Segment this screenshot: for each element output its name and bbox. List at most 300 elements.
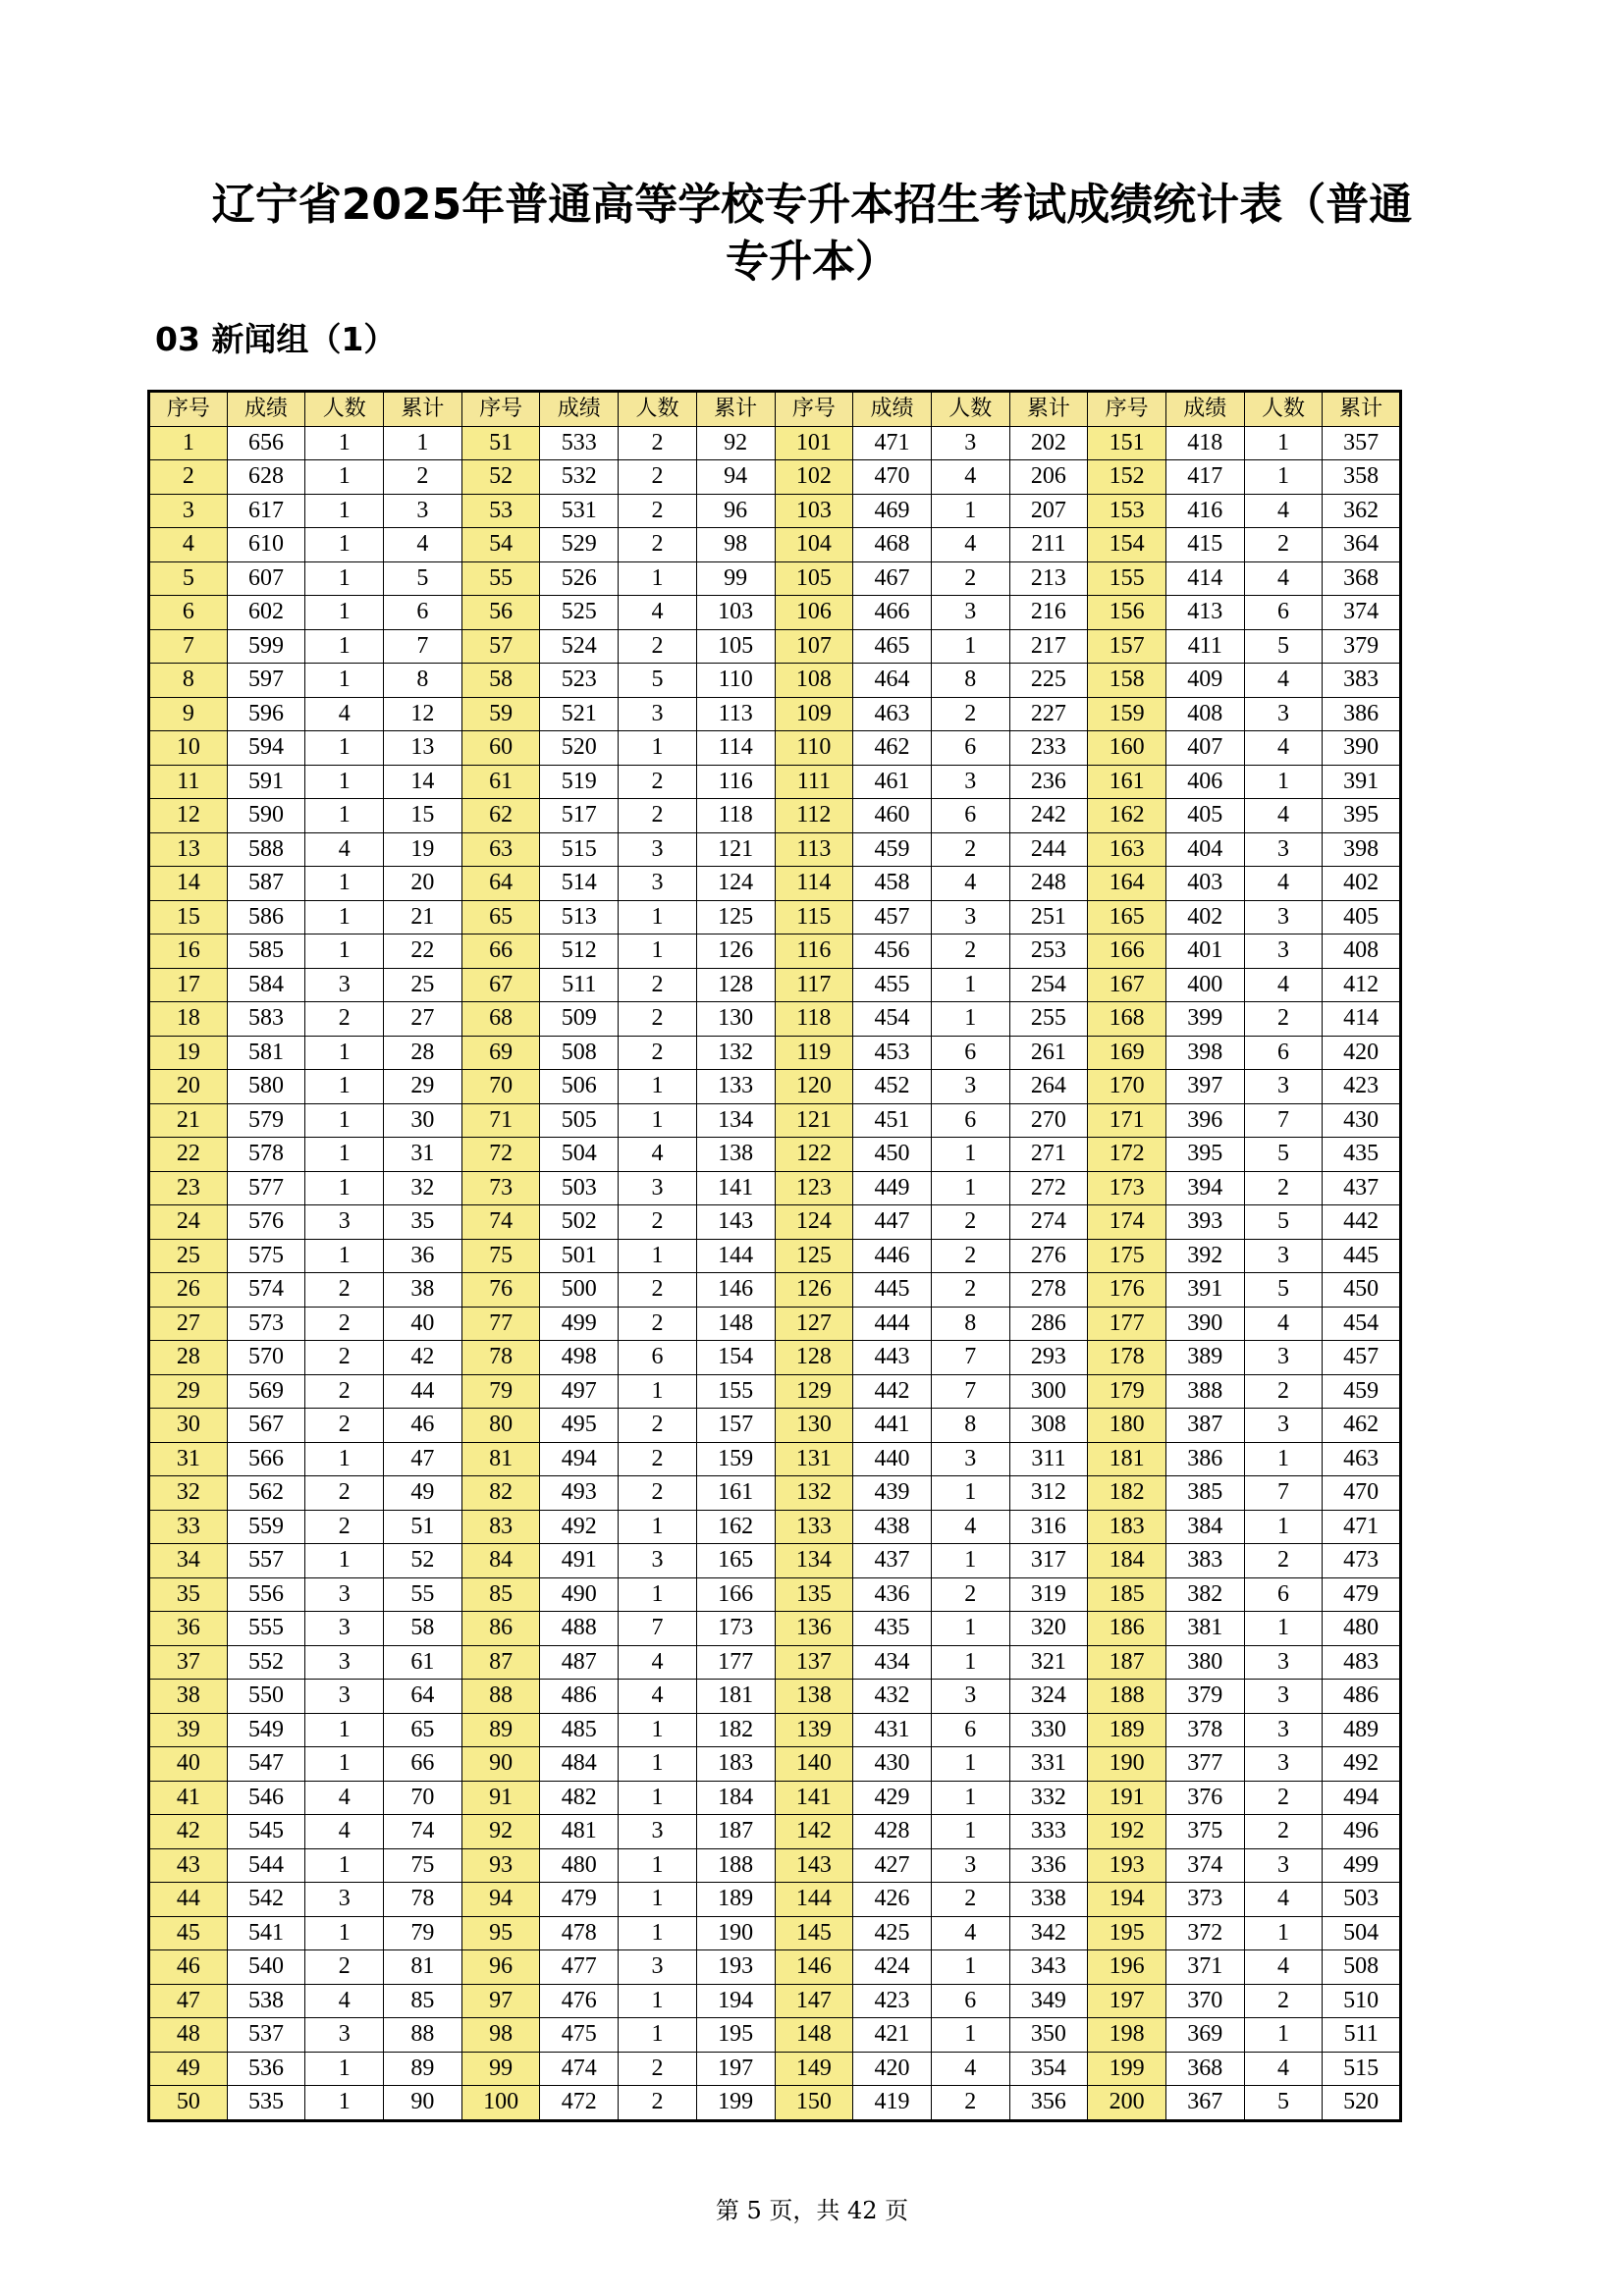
seq-cell: 118 — [775, 1002, 853, 1037]
score-cell: 384 — [1165, 1510, 1244, 1544]
seq-cell: 163 — [1088, 832, 1166, 867]
count-cell: 2 — [619, 799, 697, 833]
count-cell: 7 — [931, 1341, 1009, 1375]
seq-cell: 74 — [461, 1205, 540, 1240]
score-cell: 436 — [853, 1577, 932, 1612]
score-cell: 417 — [1165, 460, 1244, 495]
score-cell: 520 — [540, 731, 619, 766]
table-row — [149, 1103, 1401, 1138]
count-cell: 3 — [931, 1680, 1009, 1714]
count-cell: 3 — [305, 1680, 384, 1714]
count-cell: 1 — [305, 1138, 384, 1172]
cumulative-cell: 463 — [1323, 1442, 1401, 1476]
count-cell: 1 — [619, 1916, 697, 1950]
count-cell: 1 — [1244, 765, 1323, 799]
cumulative-cell: 187 — [696, 1815, 775, 1849]
score-cell: 432 — [853, 1680, 932, 1714]
score-cell: 453 — [853, 1036, 932, 1070]
count-cell: 2 — [305, 1307, 384, 1341]
count-cell: 6 — [931, 1103, 1009, 1138]
count-cell: 1 — [1244, 1916, 1323, 1950]
count-cell: 2 — [619, 426, 697, 460]
seq-cell: 89 — [461, 1713, 540, 1747]
cumulative-cell: 27 — [384, 1002, 462, 1037]
table-row — [149, 1950, 1401, 1985]
seq-cell: 152 — [1088, 460, 1166, 495]
cumulative-cell: 483 — [1323, 1645, 1401, 1680]
count-cell: 1 — [305, 1171, 384, 1205]
score-cell: 434 — [853, 1645, 932, 1680]
score-cell: 381 — [1165, 1612, 1244, 1646]
seq-cell: 112 — [775, 799, 853, 833]
score-cell: 515 — [540, 832, 619, 867]
count-cell: 1 — [931, 1950, 1009, 1985]
seq-cell: 73 — [461, 1171, 540, 1205]
score-cell: 656 — [227, 426, 305, 460]
count-cell: 1 — [619, 1510, 697, 1544]
cumulative-cell: 161 — [696, 1476, 775, 1511]
seq-cell: 56 — [461, 596, 540, 630]
score-cell: 506 — [540, 1070, 619, 1104]
seq-cell: 197 — [1088, 1984, 1166, 2018]
score-cell: 490 — [540, 1577, 619, 1612]
score-cell: 541 — [227, 1916, 305, 1950]
count-cell: 2 — [619, 494, 697, 528]
seq-cell: 31 — [149, 1442, 228, 1476]
score-cell: 426 — [853, 1883, 932, 1917]
cumulative-cell: 271 — [1009, 1138, 1088, 1172]
score-cell: 599 — [227, 629, 305, 664]
seq-cell: 153 — [1088, 494, 1166, 528]
seq-cell: 104 — [775, 528, 853, 562]
count-cell: 1 — [305, 494, 384, 528]
count-cell: 1 — [1244, 460, 1323, 495]
count-cell: 2 — [619, 765, 697, 799]
cumulative-cell: 442 — [1323, 1205, 1401, 1240]
table-row — [149, 1442, 1401, 1476]
cumulative-cell: 29 — [384, 1070, 462, 1104]
seq-cell: 47 — [149, 1984, 228, 2018]
seq-cell: 69 — [461, 1036, 540, 1070]
cumulative-cell: 480 — [1323, 1612, 1401, 1646]
count-cell: 2 — [1244, 1374, 1323, 1409]
score-cell: 596 — [227, 697, 305, 731]
count-cell: 1 — [619, 1984, 697, 2018]
score-cell: 505 — [540, 1103, 619, 1138]
seq-cell: 50 — [149, 2086, 228, 2121]
cumulative-cell: 184 — [696, 1781, 775, 1815]
count-cell: 5 — [1244, 1138, 1323, 1172]
score-cell: 405 — [1165, 799, 1244, 833]
count-cell: 4 — [1244, 968, 1323, 1002]
seq-cell: 110 — [775, 731, 853, 766]
cumulative-cell: 336 — [1009, 1848, 1088, 1883]
seq-cell: 194 — [1088, 1883, 1166, 1917]
count-cell: 1 — [619, 1747, 697, 1782]
score-cell: 511 — [540, 968, 619, 1002]
score-cell: 387 — [1165, 1409, 1244, 1443]
seq-cell: 199 — [1088, 2052, 1166, 2086]
score-cell: 521 — [540, 697, 619, 731]
cumulative-cell: 248 — [1009, 867, 1088, 901]
count-cell: 3 — [619, 1815, 697, 1849]
table-body — [149, 426, 1401, 2120]
cumulative-cell: 66 — [384, 1747, 462, 1782]
count-cell: 1 — [305, 1442, 384, 1476]
score-cell: 462 — [853, 731, 932, 766]
score-cell: 544 — [227, 1848, 305, 1883]
seq-cell: 63 — [461, 832, 540, 867]
title-line-2: 专升本） — [726, 237, 898, 287]
cumulative-cell: 13 — [384, 731, 462, 766]
count-cell: 4 — [931, 460, 1009, 495]
count-cell: 2 — [619, 528, 697, 562]
score-cell: 390 — [1165, 1307, 1244, 1341]
page-footer: 第 5 页，共 42 页 — [715, 2197, 909, 2224]
score-cell: 372 — [1165, 1916, 1244, 1950]
count-cell: 4 — [931, 2052, 1009, 2086]
score-cell: 545 — [227, 1815, 305, 1849]
cumulative-cell: 391 — [1323, 765, 1401, 799]
count-cell: 1 — [1244, 1510, 1323, 1544]
cumulative-cell: 350 — [1009, 2018, 1088, 2053]
table-row — [149, 561, 1401, 596]
cumulative-cell: 8 — [384, 664, 462, 698]
cumulative-cell: 7 — [384, 629, 462, 664]
seq-cell: 186 — [1088, 1612, 1166, 1646]
seq-cell: 91 — [461, 1781, 540, 1815]
score-cell: 442 — [853, 1374, 932, 1409]
score-cell: 588 — [227, 832, 305, 867]
score-cell: 526 — [540, 561, 619, 596]
cumulative-cell: 25 — [384, 968, 462, 1002]
cumulative-cell: 324 — [1009, 1680, 1088, 1714]
seq-cell: 22 — [149, 1138, 228, 1172]
score-cell: 585 — [227, 934, 305, 969]
table-row — [149, 832, 1401, 867]
cumulative-cell: 471 — [1323, 1510, 1401, 1544]
score-cell: 469 — [853, 494, 932, 528]
score-cell: 513 — [540, 900, 619, 934]
seq-cell: 134 — [775, 1544, 853, 1578]
score-cell: 425 — [853, 1916, 932, 1950]
count-cell: 5 — [1244, 629, 1323, 664]
score-cell: 607 — [227, 561, 305, 596]
cumulative-cell: 144 — [696, 1239, 775, 1273]
cumulative-cell: 74 — [384, 1815, 462, 1849]
seq-cell: 187 — [1088, 1645, 1166, 1680]
score-cell: 421 — [853, 2018, 932, 2053]
count-cell: 1 — [619, 1070, 697, 1104]
seq-cell: 124 — [775, 1205, 853, 1240]
seq-cell: 117 — [775, 968, 853, 1002]
score-cell: 430 — [853, 1747, 932, 1782]
table-row — [149, 1307, 1401, 1341]
seq-cell: 79 — [461, 1374, 540, 1409]
score-cell: 441 — [853, 1409, 932, 1443]
count-cell: 1 — [619, 1577, 697, 1612]
count-cell: 8 — [931, 664, 1009, 698]
seq-cell: 6 — [149, 596, 228, 630]
score-cell: 482 — [540, 1781, 619, 1815]
cumulative-cell: 173 — [696, 1612, 775, 1646]
seq-cell: 121 — [775, 1103, 853, 1138]
score-cell: 540 — [227, 1950, 305, 1985]
score-cell: 583 — [227, 1002, 305, 1037]
seq-cell: 109 — [775, 697, 853, 731]
table-row — [149, 1510, 1401, 1544]
seq-cell: 21 — [149, 1103, 228, 1138]
score-cell: 581 — [227, 1036, 305, 1070]
count-cell: 4 — [1244, 1950, 1323, 1985]
score-cell: 500 — [540, 1273, 619, 1308]
cumulative-cell: 183 — [696, 1747, 775, 1782]
cumulative-cell: 44 — [384, 1374, 462, 1409]
count-cell: 1 — [931, 494, 1009, 528]
seq-cell: 23 — [149, 1171, 228, 1205]
seq-cell: 191 — [1088, 1781, 1166, 1815]
score-cell: 382 — [1165, 1577, 1244, 1612]
count-cell: 3 — [305, 1577, 384, 1612]
seq-cell: 33 — [149, 1510, 228, 1544]
column-header: 累计 — [1323, 392, 1401, 427]
count-cell: 1 — [305, 664, 384, 698]
count-cell: 3 — [619, 832, 697, 867]
score-cell: 424 — [853, 1950, 932, 1985]
cumulative-cell: 437 — [1323, 1171, 1401, 1205]
cumulative-cell: 182 — [696, 1713, 775, 1747]
cumulative-cell: 133 — [696, 1070, 775, 1104]
cumulative-cell: 85 — [384, 1984, 462, 2018]
seq-cell: 25 — [149, 1239, 228, 1273]
count-cell: 6 — [1244, 596, 1323, 630]
count-cell: 2 — [619, 629, 697, 664]
score-cell: 375 — [1165, 1815, 1244, 1849]
count-cell: 6 — [931, 799, 1009, 833]
seq-cell: 106 — [775, 596, 853, 630]
cumulative-cell: 510 — [1323, 1984, 1401, 2018]
table-row — [149, 1747, 1401, 1782]
cumulative-cell: 253 — [1009, 934, 1088, 969]
cumulative-cell: 206 — [1009, 460, 1088, 495]
score-cell: 458 — [853, 867, 932, 901]
count-cell: 1 — [931, 1544, 1009, 1578]
seq-cell: 78 — [461, 1341, 540, 1375]
column-header: 序号 — [1088, 392, 1166, 427]
cumulative-cell: 199 — [696, 2086, 775, 2121]
seq-cell: 84 — [461, 1544, 540, 1578]
cumulative-cell: 356 — [1009, 2086, 1088, 2121]
score-cell: 427 — [853, 1848, 932, 1883]
count-cell: 3 — [1244, 1713, 1323, 1747]
table-row — [149, 731, 1401, 766]
count-cell: 3 — [619, 1171, 697, 1205]
score-cell: 414 — [1165, 561, 1244, 596]
score-cell: 457 — [853, 900, 932, 934]
count-cell: 3 — [1244, 1239, 1323, 1273]
count-cell: 2 — [619, 1273, 697, 1308]
cumulative-cell: 195 — [696, 2018, 775, 2053]
cumulative-cell: 88 — [384, 2018, 462, 2053]
seq-cell: 82 — [461, 1476, 540, 1511]
cumulative-cell: 190 — [696, 1916, 775, 1950]
cumulative-cell: 459 — [1323, 1374, 1401, 1409]
score-cell: 517 — [540, 799, 619, 833]
cumulative-cell: 395 — [1323, 799, 1401, 833]
score-cell: 532 — [540, 460, 619, 495]
count-cell: 2 — [1244, 1984, 1323, 2018]
score-cell: 580 — [227, 1070, 305, 1104]
count-cell: 4 — [1244, 561, 1323, 596]
count-cell: 2 — [619, 1409, 697, 1443]
score-cell: 493 — [540, 1476, 619, 1511]
score-cell: 508 — [540, 1036, 619, 1070]
seq-cell: 9 — [149, 697, 228, 731]
cumulative-cell: 132 — [696, 1036, 775, 1070]
cumulative-cell: 511 — [1323, 2018, 1401, 2053]
score-cell: 415 — [1165, 528, 1244, 562]
count-cell: 4 — [305, 1815, 384, 1849]
table-row — [149, 596, 1401, 630]
count-cell: 1 — [305, 1103, 384, 1138]
table-row — [149, 1171, 1401, 1205]
score-cell: 499 — [540, 1307, 619, 1341]
seq-cell: 87 — [461, 1645, 540, 1680]
count-cell: 3 — [1244, 1409, 1323, 1443]
score-cell: 556 — [227, 1577, 305, 1612]
cumulative-cell: 177 — [696, 1645, 775, 1680]
seq-cell: 7 — [149, 629, 228, 664]
cumulative-cell: 121 — [696, 832, 775, 867]
score-cell: 502 — [540, 1205, 619, 1240]
cumulative-cell: 278 — [1009, 1273, 1088, 1308]
score-cell: 597 — [227, 664, 305, 698]
table-row — [149, 460, 1401, 495]
count-cell: 4 — [305, 1781, 384, 1815]
seq-cell: 97 — [461, 1984, 540, 2018]
score-cell: 503 — [540, 1171, 619, 1205]
count-cell: 1 — [931, 1815, 1009, 1849]
cumulative-cell: 357 — [1323, 426, 1401, 460]
count-cell: 3 — [1244, 1070, 1323, 1104]
score-cell: 575 — [227, 1239, 305, 1273]
score-cell: 391 — [1165, 1273, 1244, 1308]
cumulative-cell: 51 — [384, 1510, 462, 1544]
count-cell: 3 — [931, 426, 1009, 460]
seq-cell: 183 — [1088, 1510, 1166, 1544]
seq-cell: 8 — [149, 664, 228, 698]
cumulative-cell: 405 — [1323, 900, 1401, 934]
seq-cell: 68 — [461, 1002, 540, 1037]
seq-cell: 94 — [461, 1883, 540, 1917]
cumulative-cell: 113 — [696, 697, 775, 731]
seq-cell: 149 — [775, 2052, 853, 2086]
seq-cell: 72 — [461, 1138, 540, 1172]
score-cell: 416 — [1165, 494, 1244, 528]
seq-cell: 19 — [149, 1036, 228, 1070]
seq-cell: 2 — [149, 460, 228, 495]
seq-cell: 114 — [775, 867, 853, 901]
column-header: 累计 — [384, 392, 462, 427]
count-cell: 1 — [305, 1747, 384, 1782]
cumulative-cell: 435 — [1323, 1138, 1401, 1172]
seq-cell: 12 — [149, 799, 228, 833]
cumulative-cell: 264 — [1009, 1070, 1088, 1104]
count-cell: 1 — [931, 1781, 1009, 1815]
cumulative-cell: 188 — [696, 1848, 775, 1883]
table-row — [149, 1036, 1401, 1070]
seq-cell: 18 — [149, 1002, 228, 1037]
table-row — [149, 867, 1401, 901]
table-row — [149, 1341, 1401, 1375]
count-cell: 4 — [1244, 1883, 1323, 1917]
score-cell: 501 — [540, 1239, 619, 1273]
seq-cell: 148 — [775, 2018, 853, 2053]
score-cell: 431 — [853, 1713, 932, 1747]
cumulative-cell: 134 — [696, 1103, 775, 1138]
count-cell: 2 — [619, 1476, 697, 1511]
cumulative-cell: 65 — [384, 1713, 462, 1747]
score-cell: 397 — [1165, 1070, 1244, 1104]
cumulative-cell: 494 — [1323, 1781, 1401, 1815]
seq-cell: 27 — [149, 1307, 228, 1341]
score-cell: 557 — [227, 1544, 305, 1578]
cumulative-cell: 197 — [696, 2052, 775, 2086]
count-cell: 3 — [1244, 934, 1323, 969]
cumulative-cell: 128 — [696, 968, 775, 1002]
page-title — [0, 177, 1624, 291]
cumulative-cell: 496 — [1323, 1815, 1401, 1849]
cumulative-cell: 155 — [696, 1374, 775, 1409]
cumulative-cell: 61 — [384, 1645, 462, 1680]
seq-cell: 85 — [461, 1577, 540, 1612]
count-cell: 1 — [305, 561, 384, 596]
cumulative-cell: 354 — [1009, 2052, 1088, 2086]
seq-cell: 179 — [1088, 1374, 1166, 1409]
count-cell: 4 — [305, 832, 384, 867]
table-row — [149, 1002, 1401, 1037]
score-cell: 628 — [227, 460, 305, 495]
cumulative-cell: 58 — [384, 1612, 462, 1646]
count-cell: 2 — [1244, 1171, 1323, 1205]
seq-cell: 37 — [149, 1645, 228, 1680]
table-row — [149, 1544, 1401, 1578]
seq-cell: 123 — [775, 1171, 853, 1205]
count-cell: 1 — [619, 561, 697, 596]
count-cell: 1 — [305, 867, 384, 901]
count-cell: 4 — [619, 596, 697, 630]
seq-cell: 57 — [461, 629, 540, 664]
cumulative-cell: 36 — [384, 1239, 462, 1273]
cumulative-cell: 349 — [1009, 1984, 1088, 2018]
cumulative-cell: 242 — [1009, 799, 1088, 833]
cumulative-cell: 47 — [384, 1442, 462, 1476]
score-cell: 376 — [1165, 1781, 1244, 1815]
score-cell: 420 — [853, 2052, 932, 2086]
seq-cell: 129 — [775, 1374, 853, 1409]
count-cell: 3 — [619, 867, 697, 901]
count-cell: 3 — [305, 2018, 384, 2053]
seq-cell: 42 — [149, 1815, 228, 1849]
count-cell: 2 — [931, 1239, 1009, 1273]
seq-cell: 103 — [775, 494, 853, 528]
score-cell: 529 — [540, 528, 619, 562]
column-header: 成绩 — [1165, 392, 1244, 427]
cumulative-cell: 4 — [384, 528, 462, 562]
cumulative-cell: 338 — [1009, 1883, 1088, 1917]
count-cell: 2 — [931, 1205, 1009, 1240]
count-cell: 1 — [305, 596, 384, 630]
